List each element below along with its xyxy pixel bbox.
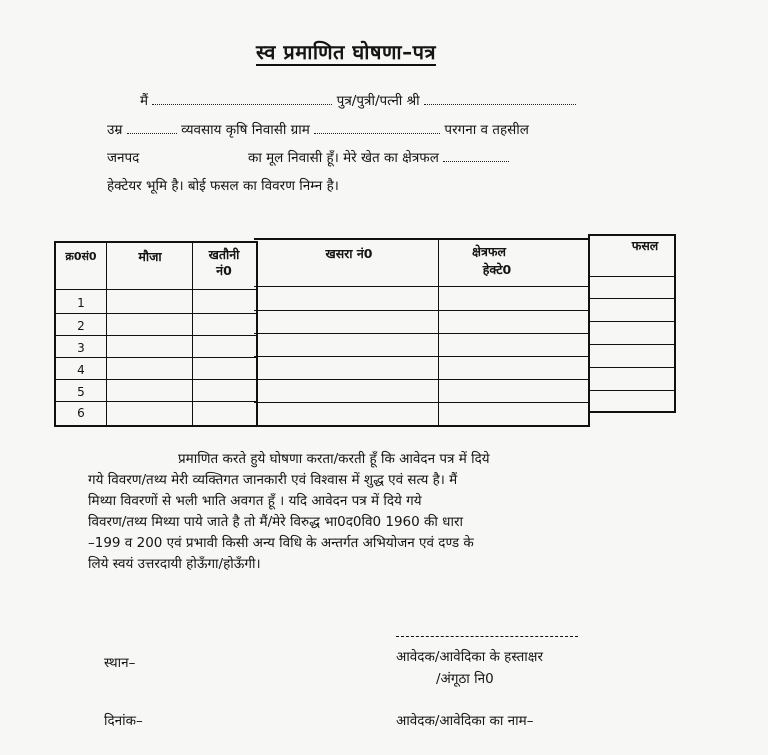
area-blank[interactable] [443, 150, 509, 162]
applicant-name-label: आवेदक/आवेदिका का नाम– [396, 713, 534, 729]
row-number: 1 [77, 296, 85, 310]
land-table-right [588, 234, 676, 413]
main-label: मैं [140, 93, 149, 109]
thumb-label: /अंगूठा नि0 [436, 671, 494, 687]
pargana-label: परगना व तहसील [444, 122, 529, 138]
name-blank[interactable] [152, 93, 332, 105]
hectare-header: हेक्टे0 [482, 262, 512, 277]
land-table-left [54, 241, 258, 427]
row-number: 2 [77, 319, 85, 333]
land-table-middle [254, 238, 590, 427]
age-line [107, 121, 529, 139]
khasra-header: खसरा नं0 [325, 246, 373, 261]
row-number: 3 [77, 341, 85, 355]
form-title: स्व प्रमाणित घोषणा–पत्र [256, 40, 436, 64]
declaration-paragraph [88, 449, 644, 575]
hectare-line: हेक्टेयर भूमि है। बोई फसल का विवरण निम्न है। [107, 178, 339, 194]
declaration-line: –199 व 200 एवं प्रभावी किसी अन्य विधि के अन्तर्गत अभियोजन एवं दण्ड के [88, 535, 474, 551]
district-label: जनपद [107, 150, 140, 166]
signature-line[interactable] [396, 636, 578, 637]
crop-header: फसल [631, 238, 659, 253]
name-line [140, 92, 576, 110]
row-number: 6 [77, 406, 85, 420]
district-line [107, 149, 509, 167]
declaration-line: मिथ्या विवरणों से भली भाति अवगत हूँ । यदि आवेदन पत्र में दिये गये [88, 493, 422, 509]
place-label: स्थान– [104, 655, 136, 671]
serial-header: क्र0सं0 [65, 250, 97, 263]
resident-text: का मूल निवासी हूँ। मेरे खेत का क्षेत्रफल [247, 150, 439, 166]
signature-label: आवेदक/आवेदिका के हस्ताक्षर [396, 649, 543, 665]
declaration-line: विवरण/तथ्य मिथ्या पाये जाते है तो मैं/मेरे विरुद्ध भा0द0वि0 1960 की धारा [88, 514, 463, 530]
declaration-line: लिये स्वयं उत्तरदायी होऊँगा/होऊँगी। [88, 556, 261, 572]
declaration-line: गये विवरण/तथ्य मेरी व्यक्तिगत जानकारी एवं विश्वास में शुद्ध एवं सत्य है। मैं [88, 472, 458, 488]
mauja-header: मौजा [138, 249, 162, 264]
area-header: क्षेत्रफल [472, 244, 506, 259]
relation-label: पुत्र/पुत्री/पत्नी श्री [336, 93, 420, 109]
age-blank[interactable] [127, 122, 177, 134]
date-label: दिनांक– [104, 713, 143, 729]
declaration-line: प्रमाणित करते हुये घोषणा करता/करती हूँ कि आवेदन पत्र में दिये [178, 451, 490, 467]
row-number: 5 [77, 385, 85, 399]
village-blank[interactable] [314, 122, 440, 134]
khatauni-header: खतौनी [208, 247, 240, 262]
khatauni-no-header: नं0 [216, 263, 232, 278]
row-number: 4 [77, 363, 85, 377]
age-label: उम्र [107, 122, 123, 138]
father-name-blank[interactable] [424, 93, 576, 105]
occupation-label: व्यवसाय कृषि निवासी ग्राम [181, 122, 310, 138]
